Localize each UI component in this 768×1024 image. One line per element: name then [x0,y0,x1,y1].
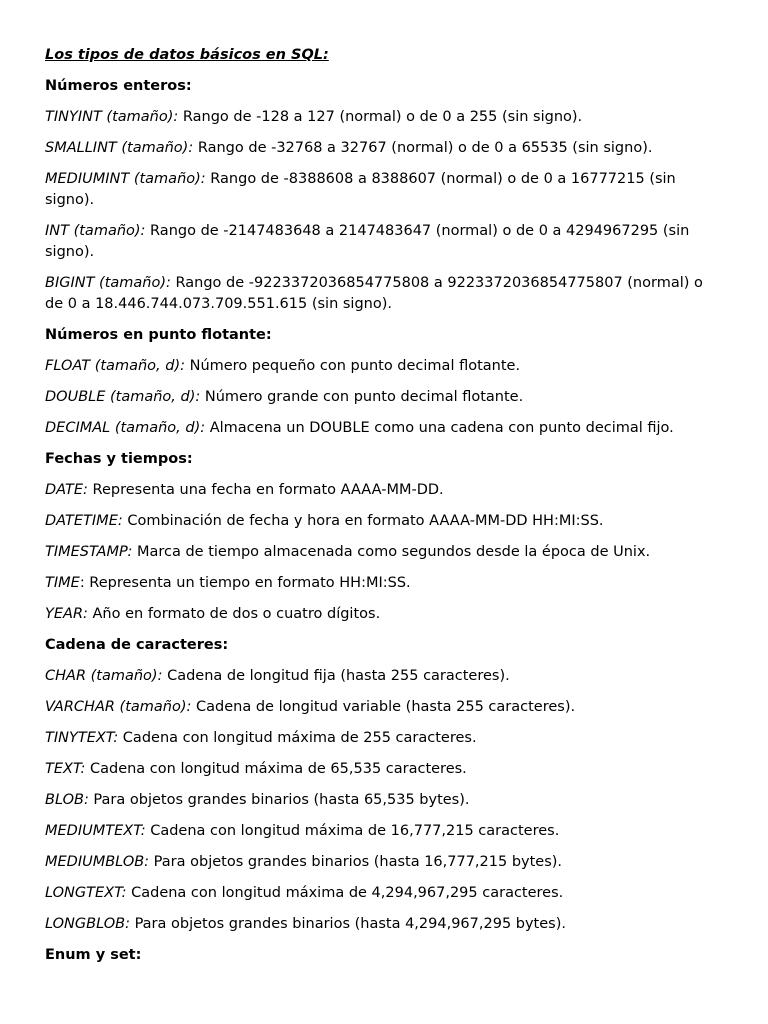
entry-term: MEDIUMBLOB: [45,854,150,870]
section-heading-enum-set: Enum y set: [45,947,142,963]
entry-desc: Marca de tiempo almacenada como segundos desde la época de Unix. [132,544,651,560]
entry-longblob [45,914,718,935]
entry-term: TEXT: [45,761,86,777]
entry-desc: Combinación de fecha y hora en formato AAAA-MM-DD HH:MI:SS. [122,513,604,529]
entry-desc: Cadena con longitud máxima de 255 caracteres. [118,730,477,746]
entry-desc: Para objetos grandes binarios (hasta 16,777,215 bytes). [149,854,563,870]
entry-term: TIMESTAMP: [45,544,133,560]
entry-timestamp [45,542,718,563]
entry-desc: Rango de -2147483648 a 2147483647 (normal) o de 0 a 4294967295 (sin signo). [45,223,690,260]
entry-date [45,480,718,501]
entry-term: VARCHAR (tamaño): [45,699,192,715]
entry-double [45,387,718,408]
entry-mediumint [45,169,718,211]
entry-desc: Rango de -9223372036854775808 a 9223372036854775807 (normal) o de 0 a 18.446.744.073.709.551.615 (sin signo). [45,275,703,312]
entry-term: FLOAT (tamaño, d): [45,358,185,374]
entry-desc: Cadena de longitud fija (hasta 255 caracteres). [162,668,510,684]
entry-desc: Cadena de longitud variable (hasta 255 caracteres). [191,699,576,715]
entry-desc: Cadena con longitud máxima de 4,294,967,295 caracteres. [126,885,564,901]
entry-term: DOUBLE (tamaño, d): [45,389,201,405]
entry-time [45,573,718,594]
entry-desc: Año en formato de dos o cuatro dígitos. [87,606,381,622]
entry-float [45,356,718,377]
entry-desc: : Representa un tiempo en formato HH:MI:SS. [79,575,411,591]
entry-term: MEDIUMINT (tamaño): [45,171,206,187]
entry-term: DATE: [45,482,88,498]
entry-desc: Número pequeño con punto decimal flotante. [184,358,521,374]
entry-term: YEAR: [45,606,88,622]
entry-desc: Rango de -128 a 127 (normal) o de 0 a 255 (sin signo). [178,109,583,125]
entry-int [45,221,718,263]
section-heading-fechas: Fechas y tiempos: [45,451,193,467]
entry-term: DATETIME: [45,513,123,529]
entry-term: INT (tamaño): [45,223,146,239]
entry-tinytext [45,728,718,749]
section-heading-flotante: Números en punto flotante: [45,327,272,343]
entry-term: DECIMAL (tamaño, d): [45,420,206,436]
entry-term: TINYINT (tamaño): [45,109,179,125]
entry-desc: Almacena un DOUBLE como una cadena con punto decimal fijo. [205,420,674,436]
entry-text [45,759,718,780]
entry-bigint [45,273,718,315]
entry-datetime [45,511,718,532]
entry-desc: Cadena con longitud máxima de 16,777,215 caracteres. [145,823,560,839]
entry-tinyint [45,107,718,128]
entry-term: CHAR (tamaño): [45,668,163,684]
entry-desc: Rango de -32768 a 32767 (normal) o de 0 a 65535 (sin signo). [193,140,653,156]
entry-mediumtext [45,821,718,842]
entry-desc: Para objetos grandes binarios (hasta 65,535 bytes). [88,792,470,808]
section-heading-cadena: Cadena de caracteres: [45,637,229,653]
entry-desc: Representa una fecha en formato AAAA-MM-DD. [87,482,444,498]
entry-desc: Rango de -8388608 a 8388607 (normal) o de 0 a 16777215 (sin signo). [45,171,676,208]
entry-decimal [45,418,718,439]
entry-term: MEDIUMTEXT: [45,823,146,839]
entry-term: BLOB: [45,792,89,808]
entry-term: LONGTEXT: [45,885,127,901]
entry-mediumblob [45,852,718,873]
entry-smallint [45,138,718,159]
entry-term: LONGBLOB: [45,916,130,932]
entry-desc: Para objetos grandes binarios (hasta 4,294,967,295 bytes). [129,916,566,932]
section-heading-enteros: Números enteros: [45,78,192,94]
entry-varchar [45,697,718,718]
entry-term: BIGINT (tamaño): [45,275,171,291]
entry-desc: Número grande con punto decimal flotante. [200,389,524,405]
entry-term: TINYTEXT: [45,730,119,746]
entry-term: SMALLINT (tamaño): [45,140,194,156]
entry-blob [45,790,718,811]
entry-term: TIME [45,575,80,591]
entry-char [45,666,718,687]
entry-year [45,604,718,625]
entry-longtext [45,883,718,904]
entry-desc: Cadena con longitud máxima de 65,535 caracteres. [85,761,467,777]
document-title: Los tipos de datos básicos en SQL: [45,47,329,63]
